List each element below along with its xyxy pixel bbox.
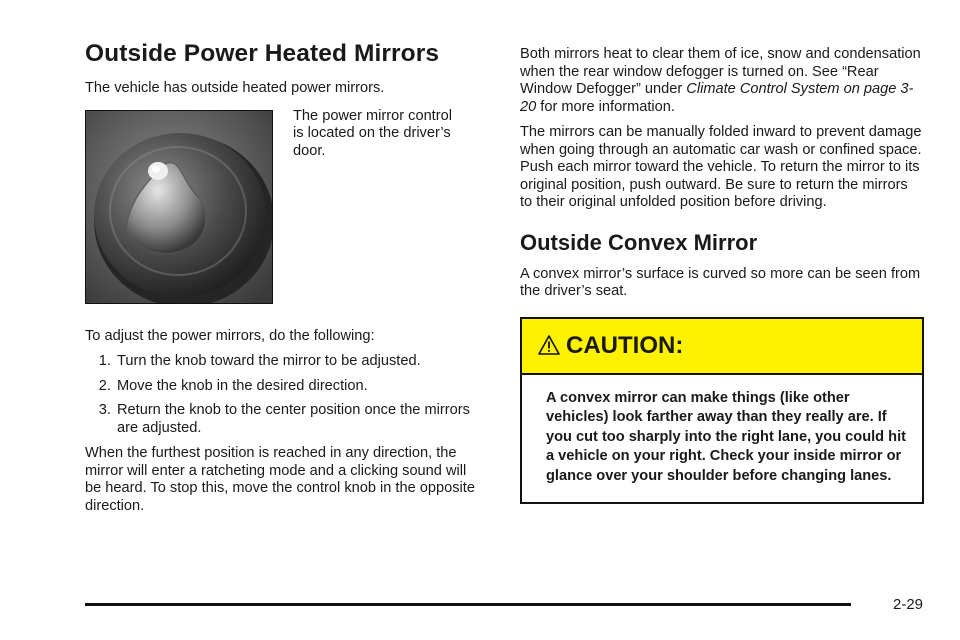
ratchet-text: When the furthest position is reached in any direction, the mirror will enter a ratcheting mode and a clicking sound will be heard. To stop this, move the control knob in the opposite direction.: [85, 445, 475, 514]
adjust-steps-list: [85, 353, 480, 437]
caution-header: [522, 319, 922, 375]
page-number: 2-29: [893, 596, 924, 613]
heading-heated-mirrors: Outside Power Heated Mirrors: [85, 40, 440, 67]
intro-text: The vehicle has outside heated power mirrors.: [85, 80, 385, 96]
climate-control-reference: Climate Control System on page 3-20: [520, 81, 914, 115]
heat-text-a: Both mirrors heat to clear them of ice, snow and condensation when the rear window defogger is turned on. See “Rear Window Defogger” under: [520, 46, 921, 97]
adjust-intro-text: To adjust the power mirrors, do the following:: [85, 327, 375, 344]
left-column: [85, 40, 480, 523]
mirror-control-knob-photo: [85, 110, 273, 304]
list-item: 2. Move the knob in the desired direction.: [115, 378, 480, 396]
caution-text: A convex mirror can make things (like other vehicles) look farther away than they really are. If you cut too sharply into the right lane, you could hit a vehicle on your right. Check your inside mirror or glance over your shoulder before changing lanes.: [546, 389, 906, 484]
footer-rule: [85, 603, 851, 606]
photo-caption: The power mirror control is located on the driver’s door.: [293, 107, 452, 159]
caution-box: [520, 317, 924, 505]
convex-paragraph: A convex mirror’s surface is curved so more can be seen from the driver’s seat.: [520, 265, 921, 299]
fold-paragraph: The mirrors can be manually folded inward to prevent damage when going through an automatic car wash or confined space. Push each mirror toward the vehicle. To return the mirror to its original position, push outward. Be sure to return the mirrors to their original unfolded position before driving.: [520, 124, 922, 210]
list-item: 3. Return the knob to the center position once the mirrors are adjusted.: [115, 402, 480, 437]
list-item: 1. Turn the knob toward the mirror to be adjusted.: [115, 353, 480, 371]
warning-triangle-icon: [538, 335, 560, 355]
right-column: [520, 46, 922, 504]
figure-row: [85, 107, 480, 306]
heat-paragraph: [520, 46, 922, 116]
caution-title: CAUTION:: [566, 331, 684, 359]
heat-text-b: for more information.: [536, 98, 675, 115]
heading-convex-mirror: Outside Convex Mirror: [520, 229, 758, 255]
